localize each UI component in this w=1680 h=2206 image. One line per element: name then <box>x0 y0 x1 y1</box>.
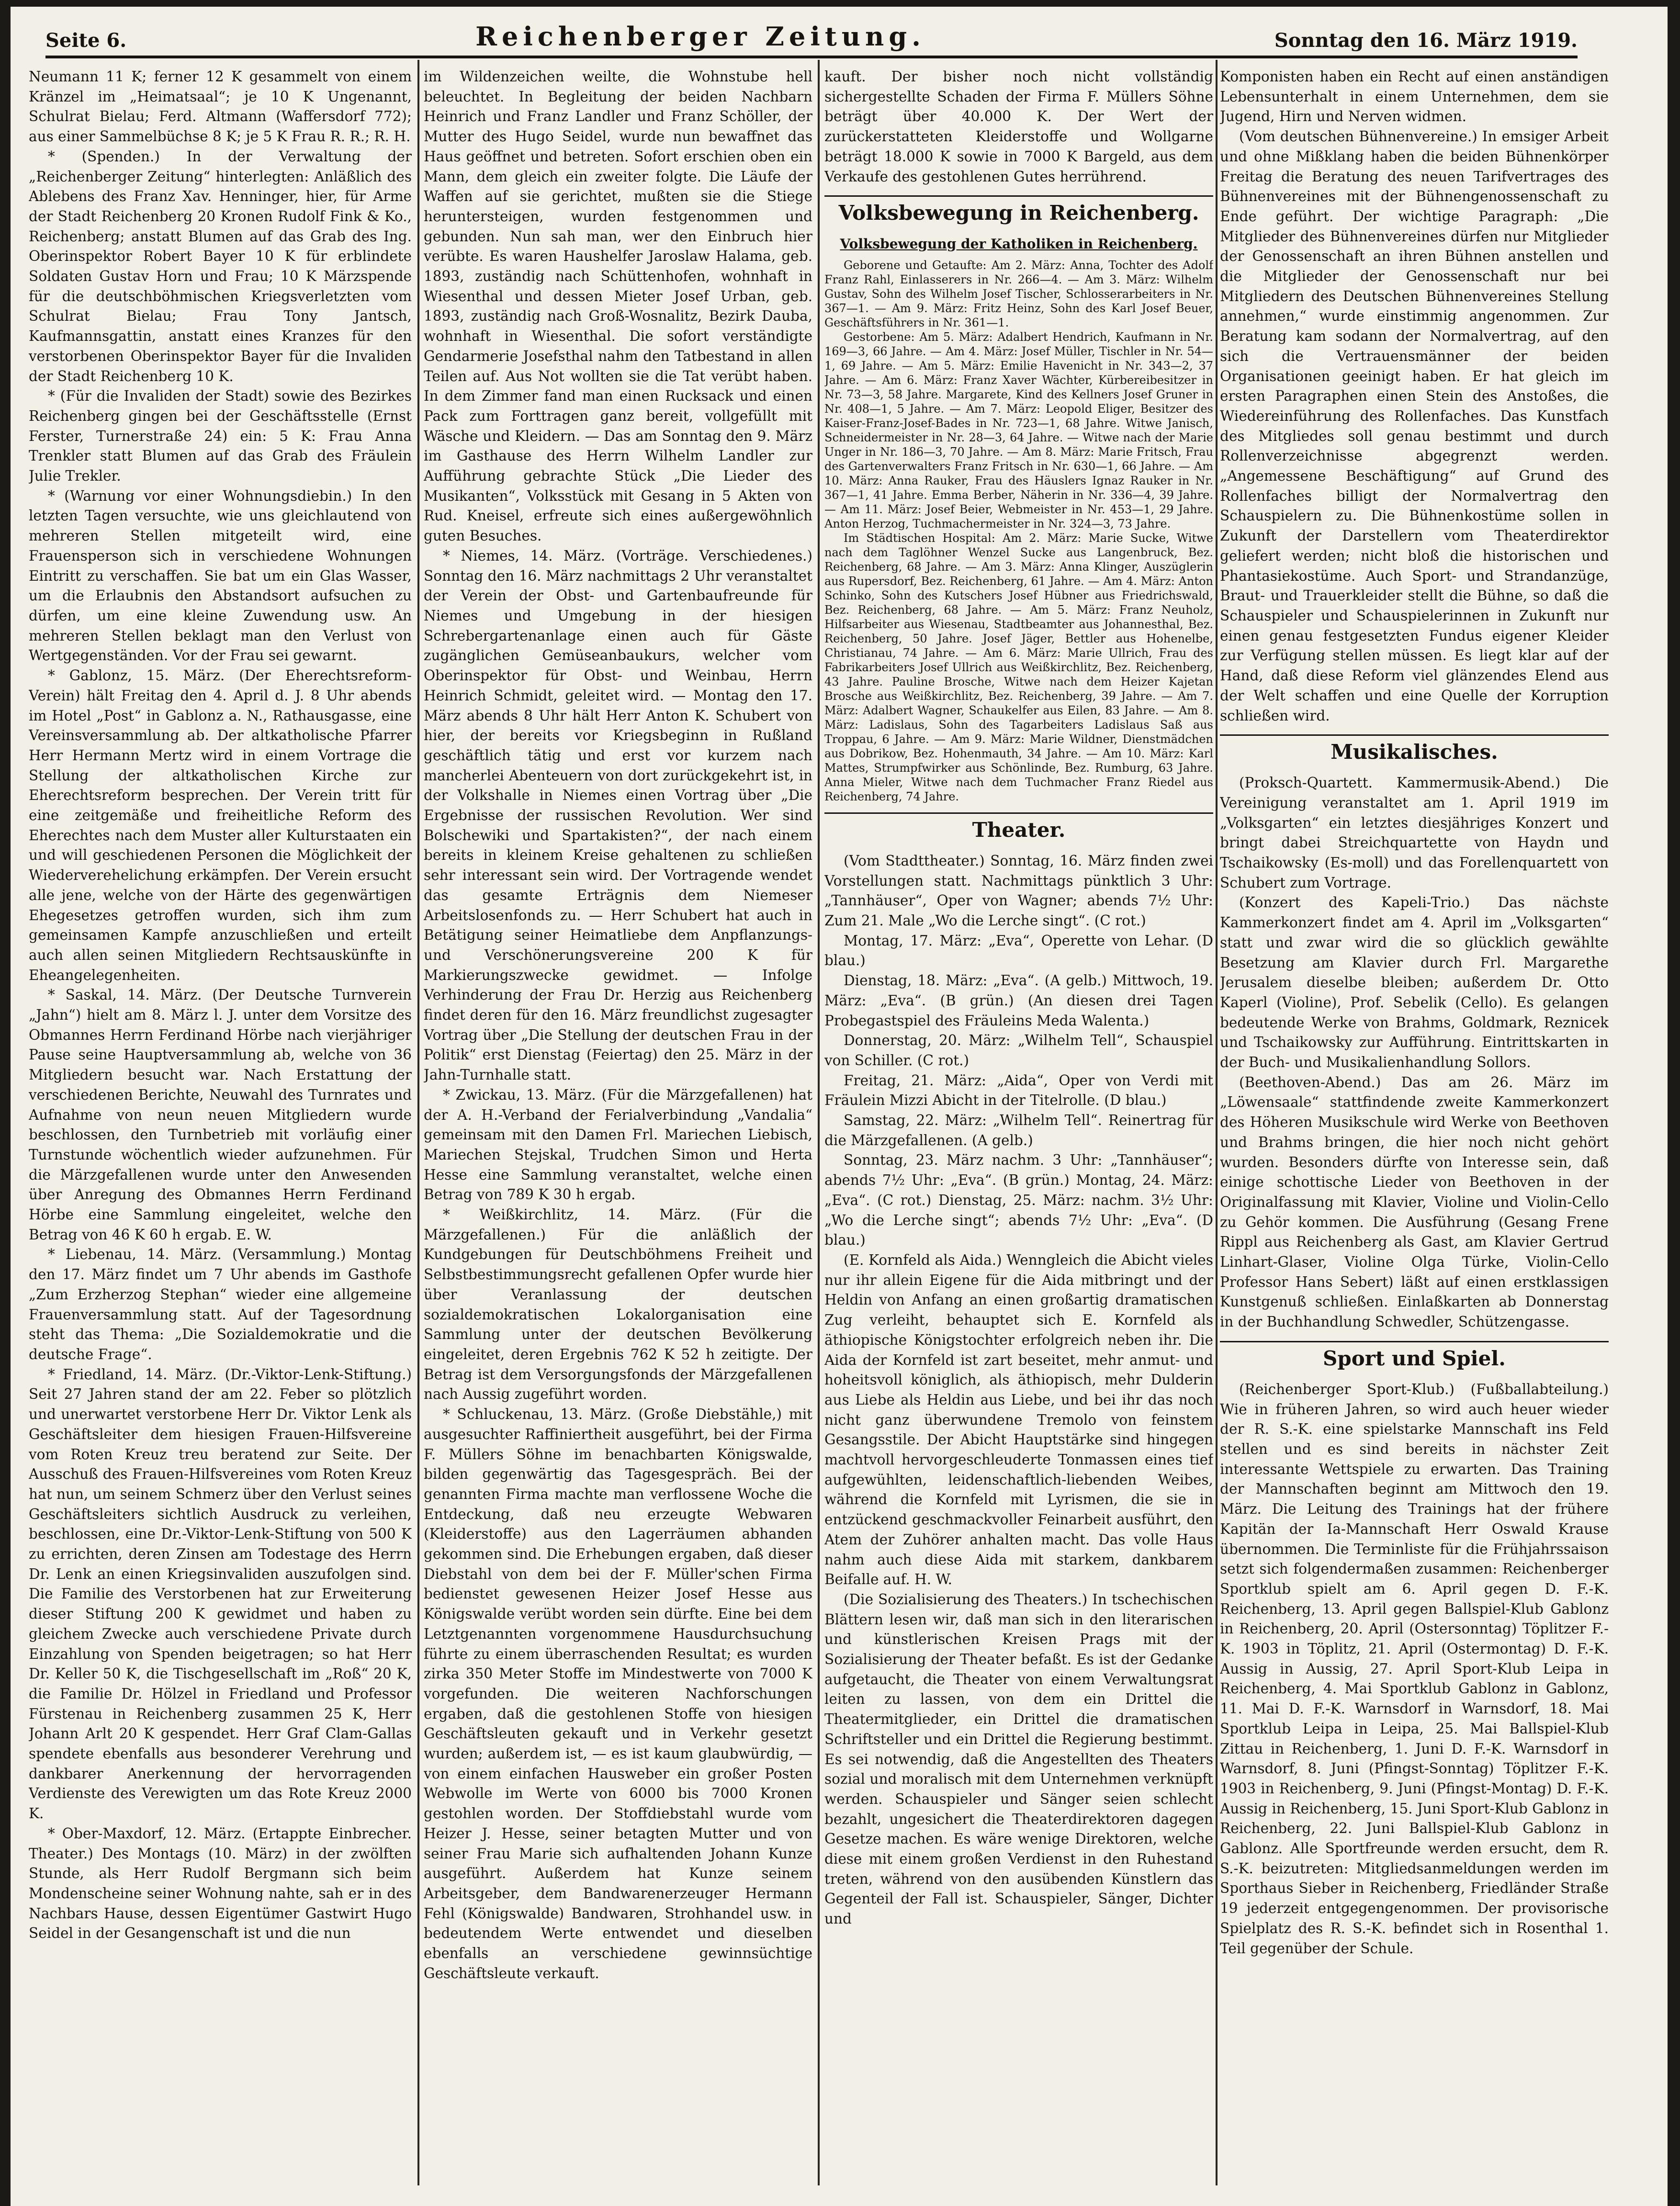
registry-births: Geborene und Getaufte: Am 2. März: Anna, Tochter des Adolf Franz Rahl, Einlasserers in Nr. 266—4. — Am 3. März: Wilhelm Gustav, Sohn des Wilhelm Josef Tischer, Schlosserarbeiters in Nr. 367—1. — Am 9. März: Fritz Heinz, Sohn des Karl Josef Beuer, Geschäftsführers in Nr. 361—1. <box>824 258 1213 329</box>
section-heading: Volksbewegung in Reichenberg. <box>824 195 1213 229</box>
article-paragraph: Komponisten haben ein Recht auf einen anständigen Lebensunterhalt in einem Unternehmen, dem sie Jugend, Hirn und Nerven widmen. <box>1220 68 1609 125</box>
column-3 <box>824 67 1213 2183</box>
article-paragraph: Sonntag, 23. März nachm. 3 Uhr: „Tannhäuser“; abends 7½ Uhr: „Eva“. (B grün.) Montag, 24. März: „Eva“. (C rot.) Dienstag, 25. März: nachm. 3½ Uhr: „Wo die Lerche singt“; abends 7½ Uhr: „Eva“. (D blau.) <box>824 1152 1213 1249</box>
section-heading: Theater. <box>824 812 1213 846</box>
article-paragraph: * (Warnung vor einer Wohnungsdiebin.) In den letzten Tagen versuchte, wie uns gleichlautend von mehreren Stellen mitgeteilt wird, eine Frauensperson sich in verschiedene Wohnungen Eintritt zu verschaffen. Sie bat um ein Glas Wasser, um die Erlaubnis den Abstandsort aufsuchen zu dürfen, um eine kleine Zuwendung usw. An mehreren Stellen beklagt man den Verlust von Wertgegenständen. Vor der Frau sei gewarnt. <box>29 487 412 664</box>
article-paragraph: * Gablonz, 15. März. (Der Eherechtsreform-Verein) hält Freitag den 4. April d. J. 8 Uhr abends im Hotel „Post“ in Gablonz a. N., Rathausgasse, eine Vereinsversammlung ab. Der altkatholische Pfarrer Herr Hermann Mertz wird in einem Vortrage die Stellung der altkatholischen Kirche zur Eherechtsreform besprechen. Der Verein tritt für eine zeitgemäße und freiheitliche Reform des Eherechtes nach dem Muster aller Kulturstaaten ein und will geschiedenen Personen die Möglichkeit der Wiederverehelichung erkämpfen. Der Verein ersucht alle jene, welche von der Härte des gegenwärtigen Ehegesetzes getroffen wurden, sich ihm zum gemeinsamen Kampfe anzuschließen und erteilt auch allen seinen Mitgliedern Rechtsauskünfte in Eheangelegenheiten. <box>29 667 412 983</box>
scan-border-left <box>0 0 11 2206</box>
page-header <box>45 18 1578 58</box>
article-paragraph: * Niemes, 14. März. (Vorträge. Verschiedenes.) Sonntag den 16. März nachmittags 2 Uhr veranstaltet der Verein der Obst- und Gartenbaufreunde für Niemes und Umgebung in der hiesigen Schrebergartenanlage einen auch für Gäste zugänglichen Gemüseanbaukurs, welcher vom Oberinspektor für Obst- und Weinbau, Herrn Heinrich Schmidt, geleitet wird. — Montag den 17. März abends 8 Uhr hält Herr Anton K. Schubert von hier, der bereits vor Kriegsbeginn in Rußland geschäftlich tätig und erst vor kurzem nach mancherlei Abenteuern von dort zurückgekehrt ist, in der Volkshalle in Niemes einen Vortrag über „Die Ergebnisse der russischen Revolution. Wer sind Bolschewiki und Spartakisten?“, der nach einem bereits in kleinem Kreise gehaltenen zu schließen sehr interessant sein wird. Der Vortragende wendet das gesamte Erträgnis dem Niemeser Arbeitslosenfonds zu. — Herr Schubert hat auch in Betätigung seiner Heimatliebe dem Anpflanzungs- und Verschönerungsvereine 200 K für Markierungszwecke gewidmet. — Infolge Verhinderung der Frau Dr. Herzig aus Reichenberg findet deren für den 16. März freundlichst zugesagter Vortrag über „Die Stellung der deutschen Frau in der Politik“ erst Dienstag (Feiertag) den 25. März in der Jahn-Turnhalle statt. <box>424 547 812 1083</box>
column-rule <box>1216 60 1218 2185</box>
newspaper-title: Reichenberger Zeitung. <box>475 21 925 52</box>
section-heading: Sport und Spiel. <box>1220 1341 1609 1375</box>
article-paragraph: im Wildenzeichen weilte, die Wohnstube hell beleuchtet. In Begleitung der beiden Nachbarn Heinrich und Franz Landler und Franz Schöller, der Mutter des Hugo Seidel, wurde nun bewaffnet das Haus geöffnet und betreten. Sofort erschien oben ein Mann, dem gleich ein zweiter folgte. Die Läufe der Waffen auf sie gerichtet, mußten sie die Stiege heruntersteigen, wurden festgenommen und gebunden. Nun sah man, wer den Einbruch hier verübte. Es waren Haushelfer Jaroslaw Halama, geb. 1893, zuständig nach Schüttenhofen, wohnhaft in Wiesenthal und dessen Mieter Josef Urban, geb. 1893, zuständig nach Groß-Wosnalitz, Bezirk Dauba, wohnhaft in Wiesenthal. Die sofort verständigte Gendarmerie Josefsthal nahm den Tatbestand in allen Teilen auf. Aus Not wollten sie die Tat verübt haben. In dem Zimmer fand man einen Rucksack und einen Pack zum Forttragen ganz bereit, vollgefüllt mit Wäsche und Kleidern. — Das am Sonntag den 9. März im Gasthause des Herrn Wilhelm Landler zur Aufführung gebrachte Stück „Die Lieder des Musikanten“, Volksstück mit Gesang in 5 Akten von Rud. Kneisel, erfreute sich eines außergewöhnlich guten Besuches. <box>424 68 812 544</box>
article-paragraph: * Zwickau, 13. März. (Für die Märzgefallenen) hat der A. H.-Verband der Ferialverbindung „Vandalia“ gemeinsam mit den Damen Frl. Mariechen Liebisch, Mariechen Stejskal, Trudchen Simon und Herta Hesse eine Sammlung veranstaltet, welche einen Betrag von 789 K 30 h ergab. <box>424 1086 812 1203</box>
page-number: Seite 6. <box>45 29 127 52</box>
article-paragraph: (E. Kornfeld als Aida.) Wenngleich die Abicht vieles nur ihr allein Eigene für die Aida mitbringt und der Heldin von Anfang an einen großartig dramatischen Zug verleiht, behauptet sich E. Kornfeld als äthiopische Königstochter erfolgreich neben ihr. Die Aida der Kornfeld ist zart beseitet, mehr anmut- und hoheitsvoll königlich, als äthiopisch, mehr Dulderin aus Liebe als Heldin aus Liebe, und bei ihr das noch nicht ganz überwundene Tremolo von feinstem Gesangsstile. Der Abicht Hauptstärke sind hingegen machtvoll hervorgeschleuderte Tonmassen eines tief aufgewühlten, leidenschaftlich-liebenden Weibes, während die Kornfeld mit Lyrismen, die sie in entzückend geschmackvoller Feinarbeit ausführt, den Atem der Zuhörer anhalten macht. Das volle Haus nahm auch diese Aida mit starkem, dankbarem Beifalle auf. H. W. <box>824 1251 1213 1588</box>
article-paragraph: Montag, 17. März: „Eva“, Operette von Lehar. (D blau.) <box>824 932 1213 969</box>
scan-border-right <box>1668 0 1680 2206</box>
article-paragraph: (Die Sozialisierung des Theaters.) In tschechischen Blättern lesen wir, daß man sich in den literarischen und künstlerischen Kreisen Prags mit der Sozialisierung der Theater befaßt. Es ist der Gedanke aufgetaucht, die Theater von einem Verwaltungsrat leiten zu lassen, von dem ein Drittel die Theatermitglieder, ein Drittel die dramatischen Schriftsteller und ein Drittel die Regierung bestimmt. Es sei notwendig, daß die Angestellten des Theaters sozial und moralisch mit dem Unternehmen verknüpft werden. Schauspieler und Sänger seien schlecht bezahlt, ungesichert die Theaterdirektoren dagegen Gesetze machen. Es wäre wenige Direktoren, welche diese mit einem großen Verdienst in den Ruhestand treten, während von den ausübenden Künstlern das Gegenteil der Fall ist. Schauspieler, Sänger, Dichter und <box>824 1591 1213 1927</box>
registry-deaths: Gestorbene: Am 5. März: Adalbert Hendrich, Kaufmann in Nr. 169—3, 66 Jahre. — Am 4. März: Josef Müller, Tischler in Nr. 54—1, 69 Jahre. — Am 5. März: Emilie Havenicht in Nr. 343—2, 37 Jahre. — Am 6. März: Franz Xaver Wächter, Kürbereibesitzer in Nr. 73—3, 58 Jahre. Margarete, Kind des Kellners Josef Gruner in Nr. 408—1, 5 Jahre. — Am 7. März: Leopold Eliger, Besitzer des Kaiser-Franz-Josef-Bades in Nr. 723—1, 68 Jahre. Witwe Janisch, Schneidermeister in Nr. 28—3, 64 Jahre. — Witwe nach der Marie Unger in Nr. 186—3, 70 Jahre. — Am 8. März: Marie Fritsch, Frau des Gartenverwalters Franz Fritsch in Nr. 630—1, 66 Jahre. — Am 10. März: Anna Rauker, Frau des Häuslers Ignaz Rauker in Nr. 367—1, 41 Jahre. Emma Berber, Näherin in Nr. 336—4, 39 Jahre. — Am 11. März: Josef Beier, Webmeister in Nr. 453—1, 29 Jahre. Anton Herzog, Tuchmachermeister in Nr. 324—3, 73 Jahre. <box>824 330 1213 530</box>
article-paragraph: Donnerstag, 20. März: „Wilhelm Tell“, Schauspiel von Schiller. (C rot.) <box>824 1032 1213 1069</box>
article-paragraph: * Schluckenau, 13. März. (Große Diebstähle,) mit ausgesuchter Raffiniertheit ausgeführt, bei der Firma F. Müllers Söhne im benachbarten Königswalde, bilden gegenwärtig das Tagesgespräch. Bei der genannten Firma machte man verflossene Woche die Entdeckung, daß neu erzeugte Webwaren (Kleiderstoffe) aus den Lagerräumen abhanden gekommen sind. Die Erhebungen ergaben, daß dieser Diebstahl von dem bei der F. Müller'schen Firma bedienstet gewesenen Heizer Josef Hesse aus Königswalde verübt worden sein dürfte. Eine bei dem Letztgenannten vorgenommene Hausdurchsuchung führte zu einem überraschenden Resultat; es wurden zirka 350 Meter Stoffe im Mindestwerte von 7000 K vorgefunden. Die weiteren Nachforschungen ergaben, daß die gestohlenen Stoffe von hiesigen Geschäftsleuten gekauft und in Verkehr gesetzt wurden; außerdem ist, — es ist kaum glaubwürdig, — von einem einfachen Hausweber ein großer Posten Webwolle im Werte von 6000 bis 7000 Kronen gestohlen worden. Der Stoffdiebstahl wurde vom Heizer J. Hesse, seiner betagten Mutter und von seiner Frau Marie sich aufhaltenden Johann Kunze ausgeführt. Außerdem hat Kunze seinem Arbeitsgeber, dem Bandwarenerzeuger Hermann Fehl (Königswalde) Bandwaren, Strohhandel usw. in bedeutendem Werte entwendet und dieselben ebenfalls an verschiedene gewinnsüchtige Geschäftsleute verkauft. <box>424 1406 812 1981</box>
article-paragraph: (Vom Stadttheater.) Sonntag, 16. März finden zwei Vorstellungen statt. Nachmittags pünktlich 3 Uhr: „Tannhäuser“, Oper von Wagner; abends 7½ Uhr: Zum 21. Male „Wo die Lerche singt“. (C rot.) <box>824 852 1213 929</box>
column-rule <box>818 60 820 2185</box>
subsection-heading: Volksbewegung der Katholiken in Reichenberg. <box>840 236 1198 252</box>
column-2 <box>424 67 812 2183</box>
article-paragraph: (Konzert des Kapeli-Trio.) Das nächste Kammerkonzert findet am 4. April im „Volksgarten“ statt und zwar wird die so glücklich gewählte Besetzung am Klavier durch Frl. Margarethe Jerusalem dieselbe bleiben; außerdem Dr. Otto Kaperl (Violine), Prof. Sebelik (Cello). Es gelangen bedeutende Werke von Brahms, Goldmark, Reznicek und Tschaikowsky zur Aufführung. Eintrittskarten in der Buch- und Musikalienhandlung Sollors. <box>1220 894 1609 1071</box>
article-paragraph: Dienstag, 18. März: „Eva“. (A gelb.) Mittwoch, 19. März: „Eva“. (B grün.) (An diesen drei Tagen Probegastspiel des Fräuleins Meda Walenta.) <box>824 972 1213 1029</box>
article-paragraph: (Proksch-Quartett. Kammermusik-Abend.) Die Vereinigung veranstaltet am 1. April 1919 im „Volksgarten“ ein letztes diesjähriges Konzert und bringt dabei Streichquartette von Haydn und Tschaikowsky (Es-moll) und das Forellenquartett von Schubert zum Vortrage. <box>1220 775 1609 891</box>
registry-hospital: Im Städtischen Hospital: Am 2. März: Marie Sucke, Witwe nach dem Taglöhner Wenzel Sucke aus Langenbruck, Bez. Reichenberg, 68 Jahre. — Am 3. März: Anna Klinger, Auszüglerin aus Rupersdorf, Bez. Reichenberg, 61 Jahre. — Am 4. März: Anton Schinko, Sohn des Kutschers Josef Hübner aus Friedrichswald, Bez. Reichenberg, 68 Jahre. — Am 5. März: Franz Neuholz, Hilfsarbeiter aus Wiesenau, Stadtbeamter aus Johannesthal, Bez. Reichenberg, 50 Jahre. Josef Jäger, Bettler aus Hohenelbe, Christianau, 74 Jahre. — Am 6. März: Marie Ullrich, Frau des Fabrikarbeiters Josef Ullrich aus Weißkirchlitz, Bez. Reichenberg, 43 Jahre. Pauline Brosche, Witwe nach dem Heizer Kajetan Brosche aus Weißkirchlitz, Bez. Reichenberg, 39 Jahre. — Am 7. März: Adalbert Wagner, Schaukelfer aus Eilen, 83 Jahre. — Am 8. März: Ladislaus, Sohn des Tagarbeiters Ladislaus Saß aus Troppau, 6 Jahre. — Am 9. März: Marie Wildner, Dienstmädchen aus Dobrikow, Bez. Hohenmauth, 34 Jahre. — Am 10. März: Karl Mattes, Strumpfwirker aus Schönlinde, Bez. Rumburg, 63 Jahre. Anna Mieler, Witwe nach dem Tuchmacher Franz Riedel aus Reichenberg, 74 Jahre. <box>824 531 1213 803</box>
issue-date: Sonntag den 16. März 1919. <box>1274 29 1578 52</box>
article-paragraph: * Liebenau, 14. März. (Versammlung.) Montag den 17. März findet um 7 Uhr abends im Gasthofe „Zum Erzherzog Stephan“ wieder eine allgemeine Frauenversammlung statt. Auf der Tagesordnung steht das Thema: „Die Sozialdemokratie und die deutsche Frage“. <box>29 1246 412 1362</box>
article-paragraph: (Vom deutschen Bühnenvereine.) In emsiger Arbeit und ohne Mißklang haben die beiden Bühnenkörper Freitag die Beratung des neuen Tarifvertrages des Bühnenvereines mit der Bühnengenossenschaft zu Ende geführt. Der wichtige Paragraph: „Die Mitglieder des Bühnenvereines dürfen nur Mitglieder der Genossenschaft an ihren Bühnen anstellen und die Mitglieder der Genossenschaft nur bei Mitgliedern des Deutschen Bühnenvereines Stellung annehmen,“ wurde einstimmig angenommen. Zur Beratung kam sodann der Normalvertrag, auf den sich die Vertrauensmänner der beiden Organisationen geeinigt haben. Er hat gleich im ersten Paragraphen einen Stein des Anstoßes, die Wiedereinführung des Rollenfaches. Das Kunstfach des Mitgliedes soll genau bestimmt und durch Rollenverzeichnisse abgegrenzt werden. „Angemessene Beschäftigung“ auf Grund des Rollenfaches billigt der Normalvertrag den Schauspielern zu. Die Bühnenkostüme sollen in Zukunft der Darstellern vom Theaterdirektor geliefert werden; nicht bloß die historischen und Phantasiekostüme. Auch Sport- und Strandanzüge, Braut- und Trauerkleider stellt die Bühne, so daß die Schauspieler und Schauspielerinnen in Zukunft nur einen genau festgesetzten Fundus eigener Kleider zur Verfügung stellen müssen. Es liegt klar auf der Hand, daß diese Reform viel glänzendes Elend aus der Welt schaffen und eine Quelle der Korruption schließen wird. <box>1220 128 1609 724</box>
section-heading: Musikalisches. <box>1220 734 1609 768</box>
article-paragraph: * (Für die Invaliden der Stadt) sowie des Bezirkes Reichenberg gingen bei der Geschäftsstelle (Ernst Ferster, Turnerstraße 24) ein: 5 K: Frau Anna Trenkler statt Blumen auf das Grab des Fräulein Julie Trekler. <box>29 388 412 484</box>
article-paragraph: * (Spenden.) In der Verwaltung der „Reichenberger Zeitung“ hinterlegten: Anläßlich des Ablebens des Franz Xav. Henninger, hier, für Arme der Stadt Reichenberg 20 Kronen Rudolf Fink & Ko., Reichenberg; anstatt Blumen auf das Grab des Ing. Oberinspektor Robert Bayer 10 K für erblindete Soldaten Gustav Horn und Frau; 10 K Märzspende für die deutschböhmischen Kriegsverletzten vom Schulrat Bielau; Frau Tony Jantsch, Kaufmannsgattin, anstatt eines Kranzes für den verstorbenen Oberinspektor Bayer für die Invaliden der Stadt Reichenberg 10 K. <box>29 148 412 384</box>
scan-border-top <box>0 0 1680 7</box>
article-paragraph: Samstag, 22. März: „Wilhelm Tell“. Reinertrag für die Märzgefallenen. (A gelb.) <box>824 1112 1213 1148</box>
article-paragraph: * Weißkirchlitz, 14. März. (Für die Märzgefallenen.) Für die anläßlich der Kundgebungen für Deutschböhmens Freiheit und Selbstbestimmungsrecht gefallenen Opfer wurde hier über Veranlassung der deutschen sozialdemokratischen Lokalorganisation eine Sammlung unter der deutschen Bevölkerung eingeleitet, deren Ergebnis 762 K 52 h zeitigte. Der Betrag ist dem Versorgungsfonds der Märzgefallenen nach Aussig zugeführt worden. <box>424 1206 812 1403</box>
article-paragraph: (Reichenberger Sport-Klub.) (Fußballabteilung.) Wie in früheren Jahren, so wird auch heuer wieder der R. S.-K. eine spielstarke Mannschaft ins Feld stellen und es sind bereits in nächster Zeit interessante Wettspiele zu erwarten. Das Training der Mannschaften beginnt am Mittwoch den 19. März. Die Leitung des Trainings hat der frühere Kapitän der Ia-Mannschaft Herr Oswald Krause übernommen. Die Terminliste für die Frühjahrssaison setzt sich folgendermaßen zusammen: Reichenberger Sportklub spielt am 6. April gegen D. F.-K. Reichenberg, 13. April gegen Ballspiel-Klub Gablonz in Reichenberg, 20. April (Ostersonntag) Töplitzer F.-K. 1903 in Töplitz, 21. April (Ostermontag) D. F.-K. Aussig in Aussig, 27. April Sport-Klub Leipa in Reichenberg, 4. Mai Sportklub Gablonz in Gablonz, 11. Mai D. F.-K. Warnsdorf in Warnsdorf, 18. Mai Sportklub Leipa in Leipa, 25. Mai Ballspiel-Klub Zittau in Reichenberg, 1. Juni D. F.-K. Warnsdorf in Warnsdorf, 8. Juni (Pfingst-Sonntag) Töplitzer F.-K. 1903 in Reichenberg, 9. Juni (Pfingst-Montag) D. F.-K. Aussig in Reichenberg, 15. Juni Sport-Klub Gablonz in Reichenberg, 22. Juni Ballspiel-Klub Gablonz in Gablonz. Alle Sportfreunde werden ersucht, dem R. S.-K. beizutreten: Mitgliedsanmeldungen werden im Sporthaus Sieber in Reichenberg, Friedländer Straße 19 jederzeit entgegengenommen. Der provisorische Spielplatz des R. S.-K. befindet sich in Rosenthal 1. Teil gegenüber der Schule. <box>1220 1381 1609 1957</box>
article-paragraph: kauft. Der bisher noch nicht vollständig sichergestellte Schaden der Firma F. Müllers Söhne beträgt über 40.000 K. Der Wert der zurückerstatteten Kleiderstoffe und Wollgarne beträgt 18.000 K sowie in 7000 K Bargeld, aus dem Verkaufe des gestohlenen Gutes herrührend. <box>824 68 1213 185</box>
article-paragraph: Freitag, 21. März: „Aida“, Oper von Verdi mit Fräulein Mizzi Abicht in der Titelrolle. (D blau.) <box>824 1072 1213 1109</box>
article-paragraph: (Beethoven-Abend.) Das am 26. März im „Löwensaale“ stattfindende zweite Kammerkonzert des Höheren Musikschule wird Werke von Beethoven und Brahms bringen, die hier noch nicht gehört wurden. Besonders dürfte von Interesse sein, daß einige schottische Lieder von Beethoven in der Originalfassung mit Klavier, Violine und Violin-Cello zu Gehör kommen. Die Ausführung (Gesang Frene Rippl aus Reichenberg als Gast, am Klavier Gertrud Linhart-Glaser, Violine Olga Türke, Violin-Cello Professor Hans Sebert) läßt auf einen erstklassigen Kunstgenuß schließen. Einlaßkarten ab Donnerstag in der Buchhandlung Schwedler, Schützengasse. <box>1220 1074 1609 1330</box>
article-paragraph: * Friedland, 14. März. (Dr.-Viktor-Lenk-Stiftung.) Seit 27 Jahren stand der am 22. Feber so plötzlich und unerwartet verstorbene Herr Dr. Viktor Lenk als Geschäftsleiter dem hiesigen Frauen-Hilfsvereine vom Roten Kreuz treu beratend zur Seite. Der Ausschuß des Frauen-Hilfsvereines vom Roten Kreuz hat nun, um seinem Schmerz über den Verlust seines Geschäftsleiters sichtlich Ausdruck zu verleihen, beschlossen, eine Dr.-Viktor-Lenk-Stiftung von 500 K zu errichten, deren Zinsen am Todestage des Herrn Dr. Lenk an einen Kriegsinvaliden auszufolgen sind. Die Familie des Verstorbenen hat zur Erweiterung dieser Stiftung 200 K gewidmet und haben zu gleichem Zwecke auch verschiedene Private durch Einzahlung von Spenden beigetragen; so hat Herr Dr. Keller 50 K, die Tischgesellschaft im „Roß“ 20 K, die Familie Dr. Hölzel in Friedland und Professor Fürstenau in Reichenberg zusammen 25 K, Herr Johann Arlt 20 K gespendet. Herr Graf Clam-Gallas spendete ebenfalls aus besonderer Verehrung und dankbarer Anerkennung der hervorragenden Verdienste des Verewigten um das Rote Kreuz 2000 K. <box>29 1366 412 1822</box>
column-4 <box>1220 67 1609 2183</box>
column-1 <box>29 67 412 2183</box>
column-rule <box>417 60 419 2185</box>
article-paragraph: Neumann 11 K; ferner 12 K gesammelt von einem Kränzel im „Heimatsaal“; je 10 K Ungenannt, Schulrat Bielau; Ferd. Altmann (Waffersdorf 772); aus einer Sammelbüchse 8 K; je 5 K Frau R. R.; R. H. <box>29 68 412 145</box>
article-paragraph: * Saskal, 14. März. (Der Deutsche Turnverein „Jahn“) hielt am 8. März l. J. unter dem Vorsitze des Obmannes Herrn Ferdinand Hörbe nach vierjähriger Pause seine Hauptversammlung ab, welche von 36 Mitgliedern besucht war. Nach Erstattung der verschiedenen Berichte, Neuwahl des Turnrates und Aufnahme von neun neuen Mitgliedern wurde beschlossen, den Turnbetrieb mit vorläufig einer Turnstunde wöchentlich wieder aufzunehmen. Für die Märzgefallenen wurde unter den Anwesenden über Anregung des Obmannes Herrn Ferdinand Hörbe eine Sammlung eingeleitet, welche den Betrag von 46 K 60 h ergab. E. W. <box>29 987 412 1243</box>
article-paragraph: * Ober-Maxdorf, 12. März. (Ertappte Einbrecher. Theater.) Des Montags (10. März) in der zwölften Stunde, als Herr Rudolf Bergmann sich beim Mondenscheine seiner Wohnung nahte, sah er in des Nachbars Hause, dessen Eigentümer Gastwirt Hugo Seidel in der Gesangenschaft ist und die nun <box>29 1825 412 1942</box>
